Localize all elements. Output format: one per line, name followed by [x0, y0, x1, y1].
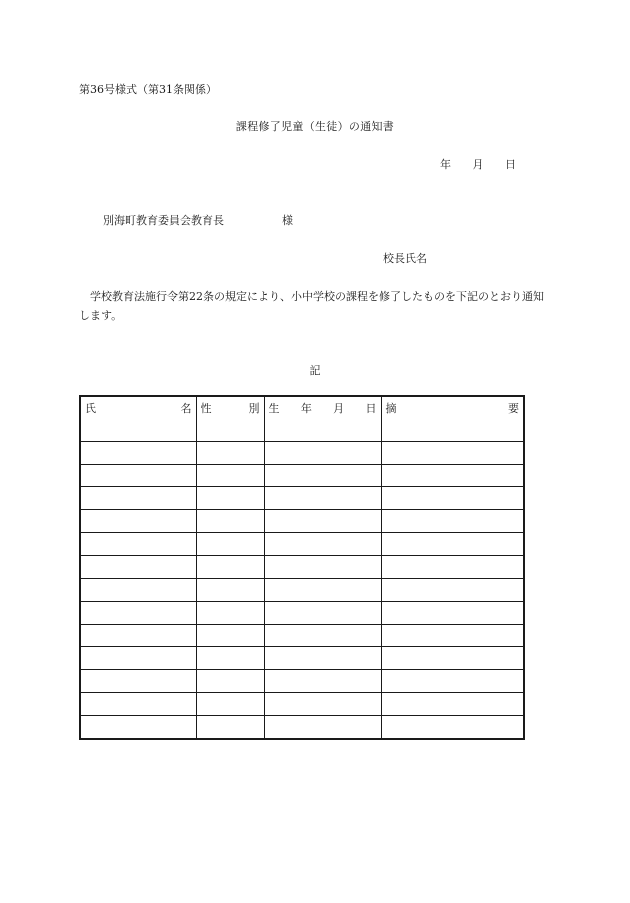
header-gender-char: 別 [248, 401, 260, 415]
table-row [80, 419, 524, 441]
table-row [80, 647, 524, 670]
day-label: 日 [505, 158, 516, 171]
table-row [80, 578, 524, 601]
remarks-cell [381, 533, 524, 556]
addressee-honorific: 様 [282, 214, 293, 227]
birthdate-cell [264, 670, 381, 693]
name-cell [80, 624, 196, 647]
date-line [440, 156, 516, 172]
name-cell [80, 647, 196, 670]
table-row [80, 441, 524, 464]
header-remarks-char: 摘 [385, 401, 397, 415]
table-row [80, 601, 524, 624]
name-cell [80, 716, 196, 739]
remarks-cell [381, 510, 524, 533]
birthdate-cell [264, 464, 381, 487]
table-body [80, 419, 524, 739]
remarks-cell [381, 578, 524, 601]
gender-cell [196, 578, 264, 601]
remarks-cell [381, 716, 524, 739]
table-header-row [80, 396, 524, 419]
name-cell [80, 487, 196, 510]
gender-cell [196, 510, 264, 533]
month-label: 月 [472, 158, 484, 171]
body-text: 学校教育法施行令第22条の規定により、小中学校の課程を修了したものを下記のとおり通知します。 [79, 290, 544, 322]
birthdate-cell [264, 624, 381, 647]
gender-cell [196, 487, 264, 510]
name-cell [80, 556, 196, 579]
birthdate-cell [264, 441, 381, 464]
name-cell [80, 601, 196, 624]
header-gender-char: 性 [200, 401, 212, 415]
gender-cell [196, 716, 264, 739]
header-birthdate-char: 日 [365, 401, 377, 415]
remarks-cell [381, 601, 524, 624]
table-row [80, 464, 524, 487]
remarks-cell [381, 464, 524, 487]
gender-cell [196, 693, 264, 716]
header-name-char: 名 [180, 401, 192, 415]
table-row [80, 693, 524, 716]
name-cell [80, 578, 196, 601]
gender-cell [196, 464, 264, 487]
birthdate-cell [264, 647, 381, 670]
gender-cell [196, 556, 264, 579]
header-name-char: 氏 [85, 401, 96, 415]
remarks-cell [381, 693, 524, 716]
name-cell [80, 510, 196, 533]
remarks-cell [381, 556, 524, 579]
remarks-cell [381, 647, 524, 670]
ki-heading: 記 [309, 364, 321, 377]
birthdate-cell [264, 693, 381, 716]
birthdate-cell [264, 533, 381, 556]
table-row [80, 670, 524, 693]
document-title: 課程修了児童（生徒）の通知書 [235, 120, 395, 133]
gender-cell [196, 601, 264, 624]
name-cell [80, 693, 196, 716]
header-remarks [381, 396, 524, 419]
birthdate-cell [264, 578, 381, 601]
header-birthdate [264, 396, 381, 419]
gender-cell [196, 670, 264, 693]
gender-cell [196, 441, 264, 464]
header-birthdate-char: 年 [300, 401, 312, 415]
remarks-cell [381, 441, 524, 464]
remarks-cell [381, 670, 524, 693]
birthdate-cell [264, 419, 381, 441]
birthdate-cell [264, 716, 381, 739]
name-cell [80, 670, 196, 693]
birthdate-cell [264, 487, 381, 510]
table-row [80, 716, 524, 739]
table-row [80, 533, 524, 556]
principal-name-label: 校長氏名 [383, 252, 427, 265]
gender-cell [196, 533, 264, 556]
name-cell [80, 533, 196, 556]
gender-cell [196, 647, 264, 670]
name-cell [80, 441, 196, 464]
remarks-cell [381, 419, 524, 441]
addressee [103, 212, 293, 228]
header-name [80, 396, 196, 419]
name-cell [80, 464, 196, 487]
name-cell [80, 419, 196, 441]
year-label: 年 [440, 158, 451, 171]
remarks-cell [381, 624, 524, 647]
header-remarks-char: 要 [508, 401, 519, 415]
header-gender [196, 396, 264, 419]
form-number: 第36号様式（第31条関係） [79, 83, 217, 96]
header-birthdate-char: 生 [268, 401, 280, 415]
birthdate-cell [264, 556, 381, 579]
table-row [80, 556, 524, 579]
remarks-cell [381, 487, 524, 510]
table-row [80, 624, 524, 647]
header-birthdate-char: 月 [333, 401, 345, 415]
gender-cell [196, 624, 264, 647]
addressee-name: 別海町教育委員会教育長 [103, 214, 224, 227]
student-table [79, 395, 525, 740]
table-row [80, 510, 524, 533]
gender-cell [196, 419, 264, 441]
birthdate-cell [264, 601, 381, 624]
table-row [80, 487, 524, 510]
birthdate-cell [264, 510, 381, 533]
